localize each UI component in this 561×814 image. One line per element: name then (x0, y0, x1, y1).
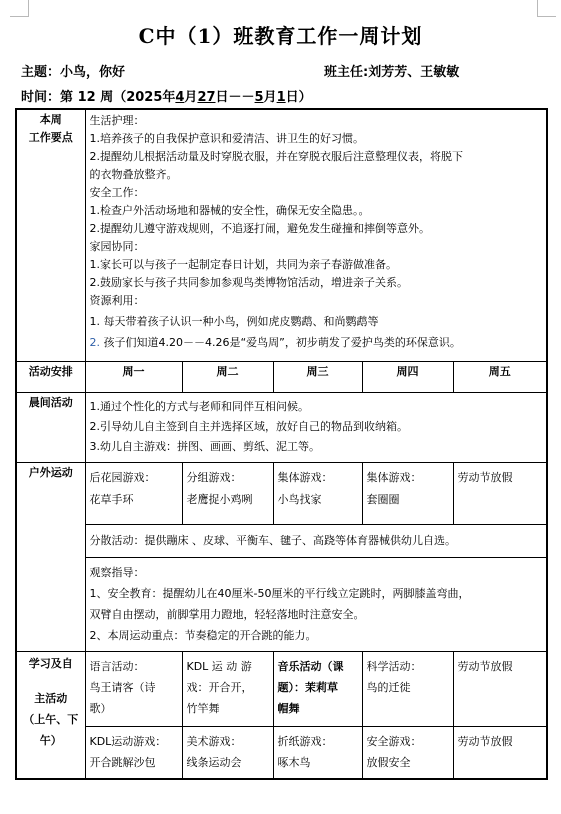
week-prefix: 第 (60, 90, 74, 105)
outdoor-games-row (16, 462, 547, 524)
study-cell-line: 美术游戏： (186, 734, 242, 748)
observe-guidance (85, 557, 547, 651)
outdoor-game-fri (453, 462, 547, 524)
study-tue-2 (182, 726, 273, 779)
outdoor-label: 户外运动 (16, 462, 85, 651)
focus-row (16, 109, 547, 361)
study-cell-line: 语言活动： (89, 659, 145, 673)
study-mon-2 (85, 726, 182, 779)
outdoor-game-mon (85, 462, 182, 524)
study-fri-2 (453, 726, 547, 779)
time-line (21, 86, 312, 105)
game-title: 劳动节放假 (457, 470, 513, 484)
end-suffix: 日） (285, 90, 312, 105)
game-name: 套圈圈 (366, 492, 400, 506)
study-cell-line: 题）：茉莉草 (277, 680, 338, 694)
focus-line: 2.提醒幼儿遵守游戏规则，不追逐打闹，避免发生碰撞和摔倒等意外。 (89, 222, 430, 235)
study-wed-1 (273, 651, 362, 726)
day-header-thu: 周四 (362, 361, 453, 392)
start-month: 4 (175, 90, 185, 105)
study-cell-line: KDL运动游戏： (89, 734, 167, 748)
morning-content (85, 392, 547, 462)
study-label (16, 651, 85, 779)
focus-last-number: 2. (89, 336, 100, 349)
study-cell-line: 线条运动会 (186, 755, 242, 769)
week-number: 12 (77, 90, 96, 105)
study-cell-line: 安全游戏： (366, 734, 422, 748)
focus-label (16, 109, 85, 361)
focus-line: 1.家长可以与孩子一起制定春日计划，共同为亲子春游做准备。 (89, 258, 397, 271)
focus-label-line: 本周 (39, 113, 62, 126)
theme-label: 主题： (21, 65, 61, 80)
day-header-tue: 周二 (182, 361, 273, 392)
focus-line: 2.提醒幼儿根据活动量及时穿脱衣服，并在穿脱衣服后注意整理仪表，将脱下 (89, 150, 463, 163)
outdoor-game-wed (273, 462, 362, 524)
page-corner-mark (537, 0, 556, 17)
game-name: 花草手环 (89, 492, 134, 506)
study-label-line: （上午、下 (23, 712, 79, 726)
study-tue-1 (182, 651, 273, 726)
focus-line: 1.检查户外活动场地和器械的安全性，确保无安全隐患。。 (89, 204, 370, 217)
focus-line: 1.培养孩子的自我保护意识和爱清洁、讲卫生的好习惯。 (89, 132, 364, 145)
observe-line: 1、安全教育：提醒幼儿在40厘米-50厘米的平行线立定跳时，两脚膝盖弯曲， (89, 586, 470, 600)
study-cell-line: 鸟王请客（诗 (89, 680, 156, 694)
study-thu-1 (362, 651, 453, 726)
game-title: 集体游戏： (277, 470, 333, 484)
morning-line: 1.通过个性化的方式与老师和同伴互相问候。 (89, 399, 309, 413)
game-name: 小鸟找家 (277, 492, 322, 506)
morning-line: 2.引导幼儿自主签到自主并选择区域，放好自己的物品到收纳箱。 (89, 419, 408, 433)
study-cell-line: 开合跳解沙包 (89, 755, 156, 769)
morning-row (16, 392, 547, 462)
outdoor-scattered-row (16, 524, 547, 557)
study-cell-line: 劳动节放假 (457, 659, 513, 673)
week-suffix: 周（2025年 (100, 90, 176, 105)
focus-content (85, 109, 547, 361)
game-title: 后花园游戏： (89, 470, 156, 484)
study-cell-line: 帽舞 (277, 701, 300, 715)
outdoor-game-tue (182, 462, 273, 524)
focus-line: 资源利用： (89, 294, 145, 307)
study-thu-2 (362, 726, 453, 779)
end-day: 1 (276, 90, 286, 105)
game-name: 老鹰捉小鸡咧 (186, 492, 253, 506)
focus-line-last (90, 334, 543, 352)
focus-line: 生活护理： (89, 114, 145, 127)
study-cell-line: 歌） (89, 701, 112, 715)
focus-line: 2.鼓励家长与孩子共同参加参观鸟类博物馆活动，增进亲子关系。 (89, 276, 408, 289)
outdoor-observe-row (16, 557, 547, 651)
focus-label-line: 工作要点 (28, 131, 73, 144)
outdoor-game-thu (362, 462, 453, 524)
focus-line: 的衣物叠放整齐。 (89, 168, 178, 181)
teacher-value: 刘芳芳、王敏敏 (368, 65, 460, 80)
study-label-line: 学习及自 (28, 656, 73, 670)
time-label: 时间： (21, 90, 61, 105)
study-wed-2 (273, 726, 362, 779)
date-dash: 日－－ (215, 90, 255, 105)
focus-line: 1. 每天带着孩子认识一种小鸟，例如虎皮鹦鹉、和尚鹦鹉等 (89, 315, 379, 328)
theme-line (21, 61, 125, 80)
study-cell-line: 劳动节放假 (457, 734, 513, 748)
observe-title: 观察指导： (89, 565, 145, 579)
observe-line: 2、本周运动重点：节奏稳定的开合跳的能力。 (89, 628, 317, 642)
page-corner-mark (10, 0, 29, 17)
game-title: 分组游戏： (186, 470, 242, 484)
study-cell-line: 鸟的迁徙 (366, 680, 411, 694)
teacher-label: 班主任: (324, 65, 369, 80)
schedule-label: 活动安排 (16, 361, 85, 392)
game-title: 集体游戏： (366, 470, 422, 484)
study-row-1 (16, 651, 547, 726)
study-cell-line: 科学活动： (366, 659, 422, 673)
day-header-wed: 周三 (273, 361, 362, 392)
scattered-text: 分散活动：提供蹦床 、皮球、平衡车、毽子、高跷等体育器械供幼儿自选。 (89, 533, 456, 547)
start-day: 27 (197, 90, 216, 105)
study-cell-line: 戏：开合开， (186, 680, 253, 694)
observe-line: 双臂自由摆动，前脚掌用力蹬地，轻轻落地时注意安全。 (89, 607, 365, 621)
study-cell-line: 放假安全 (366, 755, 411, 769)
month-char: 月 (263, 90, 277, 105)
morning-label: 晨间活动 (16, 392, 85, 462)
document-title: C中（1）班教育工作一周计划 (138, 24, 423, 48)
study-row-2 (16, 726, 547, 779)
study-cell-line: KDL 运 动 游 (186, 659, 252, 673)
day-header-mon: 周一 (85, 361, 182, 392)
study-label-line: 主活动 (34, 691, 68, 705)
focus-line: 家园协同： (89, 240, 145, 253)
end-month: 5 (254, 90, 264, 105)
day-header-fri: 周五 (453, 361, 547, 392)
weekly-plan-table (15, 108, 548, 780)
focus-line: 安全工作： (89, 186, 145, 199)
morning-line: 3.幼儿自主游戏：拼图、画画、剪纸、泥工等。 (89, 439, 320, 453)
scattered-activity (85, 524, 547, 557)
study-cell-line: 竹竿舞 (186, 701, 220, 715)
study-cell-line: 折纸游戏： (277, 734, 333, 748)
focus-last-text: 孩子们知道4.20－－4.26是“爱鸟周”，初步萌发了爱护鸟类的环保意识。 (100, 336, 461, 349)
month-char: 月 (184, 90, 198, 105)
study-mon-1 (85, 651, 182, 726)
study-label-line: 午） (39, 733, 62, 747)
theme-value: 小鸟，你好 (60, 65, 126, 80)
study-cell-line: 音乐活动（课 (277, 659, 344, 673)
study-fri-1 (453, 651, 547, 726)
teacher-line (324, 61, 459, 80)
study-cell-line: 啄木鸟 (277, 755, 311, 769)
schedule-header-row (16, 361, 547, 392)
